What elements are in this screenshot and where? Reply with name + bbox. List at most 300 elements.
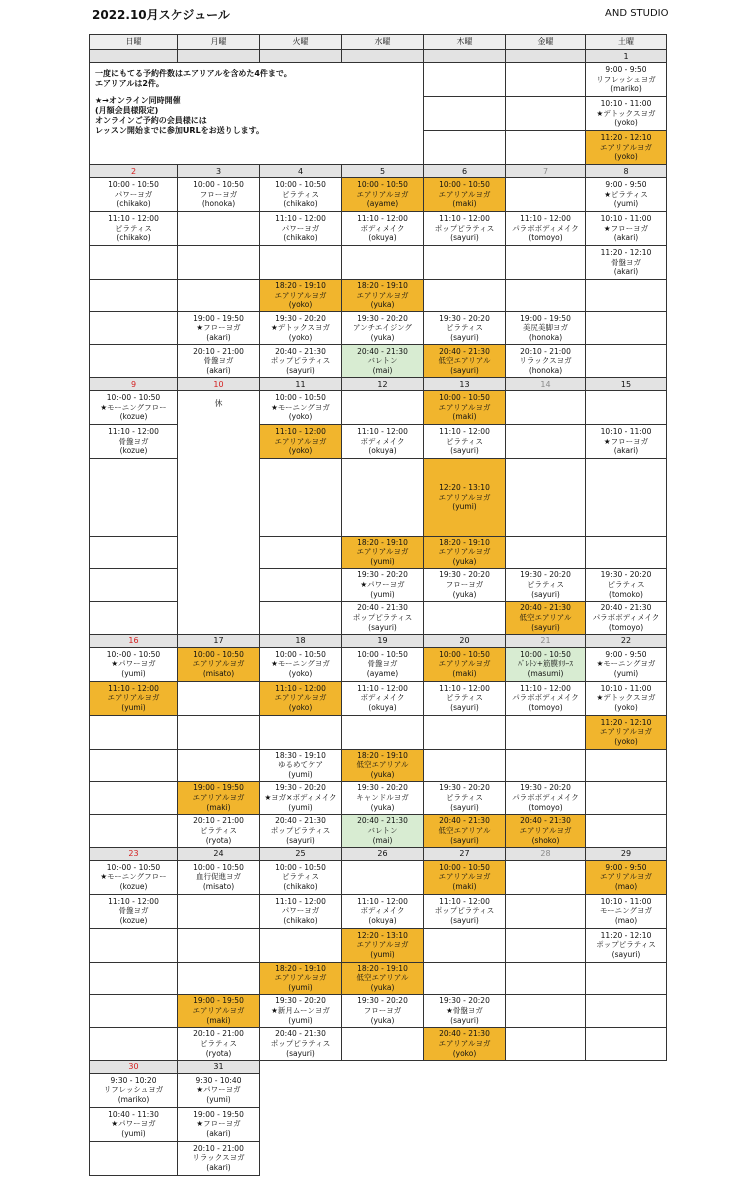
class-slot [586, 681, 667, 715]
class-time: 11:10 - 12:00 [275, 427, 326, 437]
empty-slot [506, 994, 586, 1027]
class-time: 10:-00 - 10:50 [106, 862, 161, 872]
class-name: ピラティス [282, 872, 319, 882]
class-instructor: (okuya) [368, 916, 397, 926]
class-name: エアリアルヨガ [192, 659, 245, 669]
empty-slot [506, 749, 586, 781]
empty-slot [178, 749, 260, 781]
class-name: パラボボディメイク [512, 693, 579, 703]
date-cell [506, 50, 586, 63]
class-name: エアリアルヨガ [600, 727, 652, 737]
class-slot [506, 681, 586, 715]
empty-slot [342, 1027, 424, 1060]
class-name: ピラティス [527, 579, 564, 589]
class-name: ピラティス [446, 436, 483, 446]
class-time: 11:20 - 12:10 [600, 930, 652, 940]
empty-slot [586, 994, 667, 1027]
class-slot [586, 860, 667, 894]
weekday-header: 土曜 [586, 35, 667, 50]
class-name: ピラティス [282, 189, 319, 199]
class-instructor: (yoko) [614, 737, 638, 747]
class-name: パラボボディメイク [512, 223, 579, 233]
class-time: 9:00 - 9:50 [605, 65, 647, 75]
class-time: 19:30 - 20:20 [439, 996, 490, 1006]
class-slot [342, 536, 424, 568]
class-name: エアリアルヨガ [356, 290, 409, 300]
empty-slot [90, 536, 178, 568]
empty-slot [586, 749, 667, 781]
class-name: ポップピラティス [596, 940, 656, 950]
class-slot [90, 391, 178, 425]
empty-slot [506, 280, 586, 312]
class-instructor: (yoko) [288, 446, 313, 456]
slot-row [90, 1027, 667, 1060]
class-name: 骨盤ヨガ [611, 257, 641, 267]
class-name: キャンドルヨガ [356, 792, 409, 802]
class-instructor: (masumi) [527, 669, 564, 679]
class-name: ★モーニングヨガ [271, 659, 330, 669]
class-slot [90, 212, 178, 246]
date-row [90, 847, 667, 860]
class-time: 19:30 - 20:20 [275, 783, 326, 793]
class-instructor: (mariko) [610, 84, 642, 94]
class-slot [260, 814, 342, 847]
class-time: 12:20 - 13:10 [357, 930, 408, 940]
class-slot [342, 568, 424, 601]
empty-slot [586, 459, 667, 537]
empty-slot [178, 894, 260, 928]
class-name: リフレッシュヨガ [596, 74, 656, 84]
class-name: ★モーニングヨガ [596, 659, 656, 669]
empty-slot [424, 749, 506, 781]
class-time: 19:30 - 20:20 [520, 783, 571, 793]
empty-slot [506, 97, 586, 131]
closed-label: 休 [214, 399, 223, 408]
class-name: ★モーニングフロー [100, 402, 167, 412]
class-time: 10:00 - 10:50 [520, 649, 571, 659]
class-instructor: (honoka) [528, 365, 563, 375]
empty-slot [90, 814, 178, 847]
class-instructor: (sayuri) [611, 950, 641, 960]
class-instructor: (maki) [452, 882, 477, 892]
class-instructor: (sayuri) [286, 1048, 315, 1058]
class-name: ★パワーヨガ [196, 1085, 241, 1095]
weekday-header-row [90, 35, 667, 50]
slot-row [90, 63, 667, 97]
class-slot [260, 212, 342, 246]
class-time: 18:20 - 19:10 [357, 281, 408, 291]
class-time: 19:30 - 20:20 [357, 313, 408, 323]
class-instructor: (mai) [372, 365, 393, 375]
class-instructor: (honoka) [528, 332, 563, 342]
class-time: 11:10 - 12:00 [108, 214, 159, 224]
class-name: ピラティス [446, 323, 483, 333]
class-name: リラックスヨガ [192, 1153, 245, 1163]
class-instructor: (chikako) [116, 233, 151, 243]
class-slot [424, 312, 506, 345]
notice-line: ★→オンライン同時開催 [95, 96, 181, 105]
class-slot [260, 749, 342, 781]
class-slot [586, 425, 667, 459]
class-time: 10:00 - 10:50 [439, 862, 490, 872]
class-slot [260, 345, 342, 378]
empty-slot [260, 928, 342, 962]
empty-slot [342, 459, 424, 537]
class-instructor: (sayuri) [450, 233, 479, 243]
class-instructor: (yumi) [121, 703, 146, 713]
date-cell: 31 [178, 1060, 260, 1073]
class-time: 11:10 - 12:00 [108, 683, 159, 693]
class-time: 11:10 - 12:00 [439, 896, 490, 906]
date-cell: 15 [586, 378, 667, 391]
empty-slot [90, 994, 178, 1027]
class-instructor: (maki) [206, 802, 231, 812]
class-time: 19:00 - 19:50 [193, 996, 244, 1006]
class-instructor: (okuya) [368, 703, 397, 713]
class-slot [90, 1107, 178, 1141]
class-slot [260, 312, 342, 345]
class-slot [90, 178, 178, 212]
date-cell: 13 [424, 378, 506, 391]
class-name: 低空エアリアル [519, 612, 572, 622]
class-slot [178, 1141, 260, 1175]
class-instructor: (kozue) [119, 412, 148, 422]
empty-slot [586, 312, 667, 345]
class-name: パラボボディメイク [512, 792, 579, 802]
class-instructor: (honoka) [201, 199, 236, 209]
class-instructor: (sayuri) [450, 332, 479, 342]
date-cell: 12 [342, 378, 424, 391]
class-slot [506, 601, 586, 634]
date-cell: 11 [260, 378, 342, 391]
class-time: 19:00 - 19:50 [520, 313, 571, 323]
empty-slot [506, 536, 586, 568]
class-name: ★骨盤ヨガ [446, 1005, 483, 1015]
class-slot [586, 928, 667, 962]
empty-slot [90, 345, 178, 378]
empty-slot [424, 715, 506, 749]
class-slot [342, 280, 424, 312]
class-time: 18:20 - 19:10 [357, 537, 408, 547]
class-slot [424, 647, 506, 681]
class-slot [424, 894, 506, 928]
class-name: エアリアルヨガ [438, 1038, 491, 1048]
class-instructor: (sayuri) [531, 589, 560, 599]
class-name: エアリアルヨガ [438, 492, 491, 502]
weekday-header: 木曜 [424, 35, 506, 50]
class-slot [342, 681, 424, 715]
empty-slot [506, 391, 586, 425]
class-name: パワーヨガ [114, 189, 153, 199]
date-cell: 8 [586, 165, 667, 178]
class-name: エアリアルヨガ [192, 1005, 245, 1015]
class-instructor: (chikako) [116, 199, 151, 209]
empty-slot [178, 280, 260, 312]
empty-slot [90, 715, 178, 749]
class-name: エアリアルヨガ [274, 973, 327, 983]
date-cell: 27 [424, 847, 506, 860]
empty-slot [178, 212, 260, 246]
class-instructor: (yoko) [288, 703, 313, 713]
class-slot [178, 345, 260, 378]
class-name: ピラティス [446, 792, 483, 802]
class-slot [586, 63, 667, 97]
class-time: 20:10 - 21:00 [193, 816, 244, 826]
class-name: ボディメイク [360, 223, 405, 233]
class-name: ★フローヨガ [603, 223, 649, 233]
class-time: 10:00 - 10:50 [193, 180, 244, 190]
date-cell [424, 50, 506, 63]
class-time: 11:10 - 12:00 [439, 683, 490, 693]
class-instructor: (sayuri) [450, 1015, 479, 1025]
class-name: ★フローヨガ [603, 436, 649, 446]
class-slot [260, 781, 342, 814]
class-slot [586, 568, 667, 601]
class-slot [260, 647, 342, 681]
class-instructor: (maki) [452, 669, 477, 679]
class-slot [586, 715, 667, 749]
class-time: 10:10 - 11:00 [600, 427, 652, 437]
class-slot [342, 781, 424, 814]
class-slot [506, 345, 586, 378]
class-instructor: (akari) [206, 1163, 231, 1173]
class-name: ﾊﾞﾚﾄﾝ+筋膜ﾘﾘｰｽ [517, 659, 574, 669]
class-name: エアリアルヨガ [438, 402, 491, 412]
class-time: 11:10 - 12:00 [275, 214, 326, 224]
class-slot [342, 212, 424, 246]
class-instructor: (yumi) [288, 802, 313, 812]
class-time: 10:10 - 11:00 [600, 683, 652, 693]
class-instructor: (yuka) [370, 983, 395, 993]
date-cell: 16 [90, 634, 178, 647]
class-name: フローヨガ [445, 579, 484, 589]
empty-slot [586, 814, 667, 847]
class-time: 9:00 - 9:50 [605, 649, 647, 659]
class-time: 20:10 - 21:00 [193, 1143, 244, 1153]
class-time: 9:00 - 9:50 [605, 180, 647, 190]
class-instructor: (mao) [614, 882, 638, 892]
date-cell: 24 [178, 847, 260, 860]
class-time: 10:10 - 11:00 [600, 896, 652, 906]
empty-slot [260, 459, 342, 537]
class-name: ポップピラティス [434, 906, 495, 916]
class-name: ピラティス [607, 579, 645, 589]
empty-slot [586, 536, 667, 568]
class-slot [178, 781, 260, 814]
slot-row [90, 860, 667, 894]
class-time: 11:10 - 12:00 [275, 683, 326, 693]
class-instructor: (yoko) [614, 703, 638, 713]
class-instructor: (chikako) [283, 916, 318, 926]
class-instructor: (sayuri) [286, 365, 315, 375]
class-instructor: (yuka) [452, 557, 477, 567]
class-slot [260, 391, 342, 425]
class-time: 10:00 - 10:50 [439, 649, 490, 659]
class-instructor: (sayuri) [450, 835, 479, 845]
class-name: ポップピラティス [434, 223, 495, 233]
weekday-header: 日曜 [90, 35, 178, 50]
class-slot [178, 860, 260, 894]
slot-row [90, 568, 667, 601]
class-name: ポップピラティス [270, 825, 331, 835]
date-cell: 3 [178, 165, 260, 178]
class-name: 低空エアリアル [356, 760, 409, 770]
date-cell: 19 [342, 634, 424, 647]
notice-line: レッスン開始までに参加URLをお送りします。 [95, 126, 265, 135]
class-time: 19:30 - 20:20 [600, 570, 652, 580]
class-instructor: (sayuri) [531, 622, 560, 632]
class-name: エアリアルヨガ [438, 547, 491, 557]
class-name: エアリアルヨガ [519, 825, 572, 835]
empty-slot [586, 962, 667, 994]
empty-slot [342, 715, 424, 749]
class-name: ★フローヨガ [196, 323, 241, 333]
date-cell: 2 [90, 165, 178, 178]
class-name: エアリアルヨガ [356, 940, 409, 950]
class-name: エアリアルヨガ [107, 693, 160, 703]
class-time: 11:10 - 12:00 [439, 427, 490, 437]
class-instructor: (okuya) [368, 446, 397, 456]
class-time: 11:10 - 12:00 [439, 214, 490, 224]
class-name: エアリアルヨガ [600, 142, 652, 152]
class-name: ★ヨガ×ボディメイク [264, 792, 337, 802]
class-name: アンチエイジング [352, 323, 413, 333]
class-instructor: (kozue) [119, 446, 148, 456]
class-instructor: (tomoyo) [528, 802, 563, 812]
class-slot [586, 178, 667, 212]
slot-row [90, 391, 667, 425]
class-time: 20:40 - 21:30 [357, 346, 408, 356]
class-name: ボディメイク [360, 693, 405, 703]
slot-row [90, 601, 667, 634]
class-instructor: (yoko) [614, 118, 638, 128]
class-name: エアリアルヨガ [356, 547, 409, 557]
class-time: 10:00 - 10:50 [357, 180, 408, 190]
empty-slot [506, 928, 586, 962]
class-instructor: (chikako) [283, 882, 318, 892]
class-slot [506, 814, 586, 847]
class-name: 血行促進ヨガ [196, 872, 241, 882]
date-cell: 23 [90, 847, 178, 860]
empty-slot [342, 391, 424, 425]
class-instructor: (mao) [614, 916, 638, 926]
class-name: ポップピラティス [352, 612, 413, 622]
class-instructor: (sayuri) [450, 916, 479, 926]
empty-slot [260, 536, 342, 568]
page-title: 2022.10月スケジュール [92, 8, 230, 22]
class-slot [342, 178, 424, 212]
class-slot [342, 928, 424, 962]
class-slot [90, 647, 178, 681]
notice-line [95, 89, 423, 96]
empty-slot [424, 246, 506, 280]
class-name: エアリアルヨガ [274, 436, 327, 446]
date-cell: 17 [178, 634, 260, 647]
class-instructor: (yuka) [370, 770, 395, 780]
class-time: 11:10 - 12:00 [108, 896, 159, 906]
class-slot [424, 459, 506, 537]
class-name: 低空エアリアル [356, 973, 409, 983]
class-instructor: (ryota) [205, 835, 232, 845]
class-time: 19:30 - 20:20 [357, 783, 408, 793]
class-name: ★デトックスヨガ [596, 693, 656, 703]
class-instructor: (akari) [613, 446, 639, 456]
class-slot [586, 97, 667, 131]
class-instructor: (chikako) [283, 233, 318, 243]
notice-line: エアリアルは2件。 [95, 79, 164, 88]
class-name: 低空エアリアル [438, 356, 491, 366]
class-time: 20:40 - 21:30 [600, 603, 652, 613]
class-time: 10:00 - 10:50 [357, 649, 408, 659]
class-name: エアリアルヨガ [438, 872, 491, 882]
class-time: 10:00 - 10:50 [439, 180, 490, 190]
class-slot [424, 568, 506, 601]
class-instructor: (tomoko) [609, 589, 643, 599]
class-slot [178, 1027, 260, 1060]
empty-slot [178, 962, 260, 994]
date-cell: 5 [342, 165, 424, 178]
class-time: 11:10 - 12:00 [357, 214, 408, 224]
date-cell [342, 50, 424, 63]
schedule-body [90, 50, 667, 1176]
empty-area [260, 1060, 667, 1175]
slot-row [90, 345, 667, 378]
slot-row [90, 647, 667, 681]
class-time: 19:00 - 19:50 [193, 313, 244, 323]
class-slot [178, 647, 260, 681]
slot-row [90, 681, 667, 715]
empty-slot [342, 246, 424, 280]
date-cell: 28 [506, 847, 586, 860]
class-name: ★モーニングヨガ [271, 402, 330, 412]
class-time: 10:00 - 10:50 [275, 393, 326, 403]
class-time: 10:00 - 10:50 [275, 862, 326, 872]
class-time: 10:40 - 11:30 [108, 1109, 159, 1119]
empty-slot [506, 425, 586, 459]
empty-slot [90, 568, 178, 601]
class-slot [424, 781, 506, 814]
date-row [90, 50, 667, 63]
empty-slot [506, 246, 586, 280]
class-time: 18:20 - 19:10 [439, 537, 490, 547]
notice-line: オンラインご予約の会員様には [95, 116, 207, 125]
slot-row [90, 425, 667, 459]
slot-row [90, 280, 667, 312]
class-instructor: (maki) [452, 199, 477, 209]
class-time: 19:30 - 20:20 [439, 783, 490, 793]
class-time: 20:40 - 21:30 [357, 603, 408, 613]
class-instructor: (maki) [206, 1015, 231, 1025]
class-instructor: (yoko) [452, 1048, 477, 1058]
class-instructor: (tomoyo) [528, 703, 563, 713]
class-instructor: (misato) [202, 669, 235, 679]
empty-slot [424, 63, 506, 97]
class-instructor: (yumi) [613, 199, 639, 209]
class-instructor: (mai) [372, 835, 393, 845]
date-cell: 14 [506, 378, 586, 391]
class-instructor: (maki) [452, 412, 477, 422]
class-time: 10:-00 - 10:50 [106, 649, 161, 659]
class-instructor: (yumi) [206, 1095, 231, 1105]
class-name: エアリアルヨガ [274, 290, 327, 300]
class-slot [342, 647, 424, 681]
class-time: 20:40 - 21:30 [439, 346, 490, 356]
class-time: 20:40 - 21:30 [520, 816, 571, 826]
notice-box [90, 63, 424, 165]
class-time: 20:10 - 21:00 [193, 346, 244, 356]
class-time: 18:30 - 19:10 [275, 750, 326, 760]
weekday-header: 金曜 [506, 35, 586, 50]
